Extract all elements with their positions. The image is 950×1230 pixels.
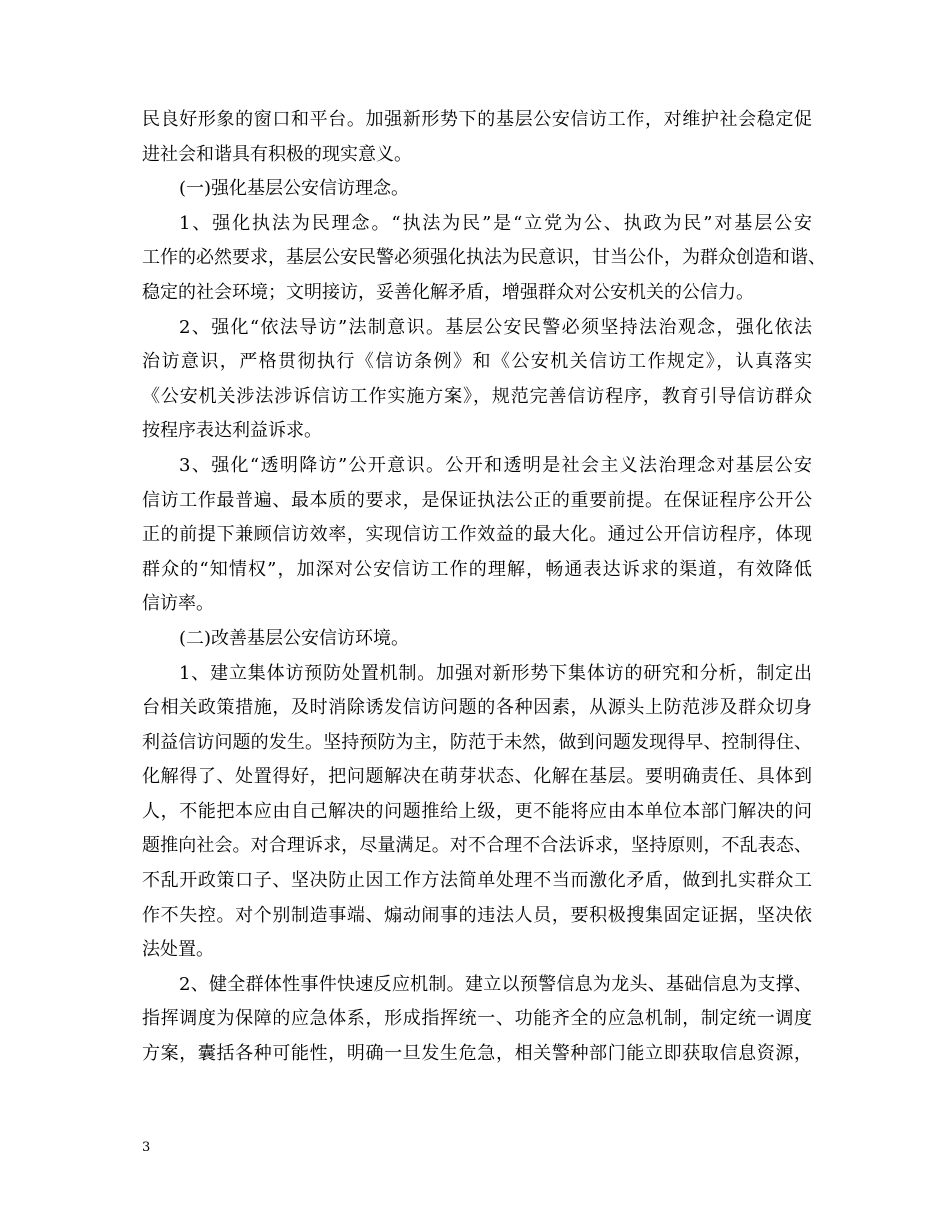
text-line: (一)强化基层公安信访理念。: [179, 178, 410, 200]
text-line: 1、建立集体访预防处置机制。加强对新形势下集体访的研究和分析，制定出: [179, 662, 812, 684]
text-line: 按程序表达利益诉求。: [142, 420, 322, 442]
text-line: 利益信访问题的发生。坚持预防为主，防范于未然，做到问题发现得早、控制得住、: [142, 731, 812, 753]
page-number: 3: [142, 1140, 151, 1155]
text-line: 人，不能把本应由自己解决的问题推给上级，更不能将应由本单位本部门解决的问: [142, 800, 812, 822]
text-line: 稳定的社会环境；文明接访，妥善化解矛盾，增强群众对公安机关的公信力。: [142, 281, 754, 303]
text-line: 台相关政策措施，及时消除诱发信访问题的各种因素，从源头上防范涉及群众切身: [142, 697, 812, 719]
text-line: 化解得了、处置得好，把问题解决在萌芽状态、化解在基层。要明确责任、具体到: [142, 766, 812, 788]
text-line: 作不失控。对个别制造事端、煽动闹事的违法人员，要积极搜集固定证据，坚决依: [142, 904, 812, 926]
text-line: 《公安机关涉法涉诉信访工作实施方案》，规范完善信访程序，教育引导信访群众: [142, 385, 812, 407]
text-line: 指挥调度为保障的应急体系，形成指挥统一、功能齐全的应急机制，制定统一调度: [142, 1008, 812, 1030]
text-line: (二)改善基层公安信访环境。: [179, 627, 410, 649]
text-line: 法处置。: [142, 939, 214, 961]
text-line: 正的前提下兼顾信访效率，实现信访工作效益的最大化。通过公开信访程序，体现: [142, 524, 812, 546]
text-line: 治访意识，严格贯彻执行《信访条例》和《公安机关信访工作规定》，认真落实: [142, 351, 812, 373]
text-line: 群众的“知情权”，加深对公安信访工作的理解，畅通表达诉求的渠道，有效降低: [142, 558, 812, 580]
text-line: 不乱开政策口子、坚决防止因工作方法简单处理不当而激化矛盾，做到扎实群众工: [142, 870, 812, 892]
text-line: 题推向社会。对合理诉求，尽量满足。对不合理不合法诉求，坚持原则，不乱表态、: [142, 835, 812, 857]
text-line: 进社会和谐具有积极的现实意义。: [142, 143, 412, 165]
text-line: 信访率。: [142, 593, 214, 615]
document-body: [142, 103, 826, 1072]
text-line: 2、强化“依法导访”法制意识。基层公安民警必须坚持法治观念，强化依法: [179, 316, 812, 338]
text-line: 1、强化执法为民理念。“执法为民”是“立党为公、执政为民”对基层公安: [179, 212, 812, 234]
text-line: 方案，囊括各种可能性，明确一旦发生危急，相关警种部门能立即获取信息资源，: [142, 1043, 812, 1065]
text-line: 民良好形象的窗口和平台。加强新形势下的基层公安信访工作，对维护社会稳定促: [142, 109, 812, 130]
text-line: 2、健全群体性事件快速反应机制。建立以预警信息为龙头、基础信息为支撑、: [179, 973, 812, 995]
text-line: 3、强化“透明降访”公开意识。公开和透明是社会主义法治理念对基层公安: [179, 454, 812, 476]
text-line: 工作的必然要求，基层公安民警必须强化执法为民意识，甘当公仆，为群众创造和谐、: [142, 247, 826, 269]
text-line: 信访工作最普遍、最本质的要求，是保证执法公正的重要前提。在保证程序公开公: [142, 489, 812, 511]
